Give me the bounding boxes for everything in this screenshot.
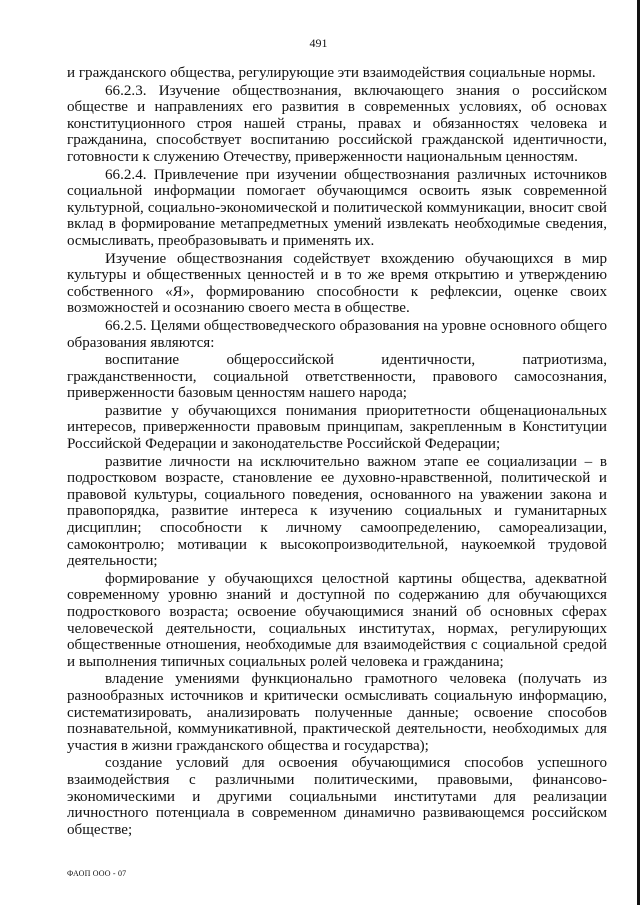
paragraph-66-2-4: 66.2.4. Привлечение при изучении обществознания различных источников социальной информации помогает обучающимся освоить язык современной культурной, социально-экономической и политической коммуникации, вносит свой вклад в формирование метапредметных умений извлекать необходимые сведения, осмысливать, преобразовывать и применять их. xyxy=(67,166,607,249)
document-body xyxy=(67,65,607,839)
goal-item-national-interests: развитие у обучающихся понимания приоритетности общенациональных интересов, приверженности правовым принципам, закрепленным в Конституции Российской Федерации и законодательстве Российской Федерации; xyxy=(67,402,607,453)
goal-item-personality-development: развитие личности на исключительно важном этапе ее социализации – в подростковом возрасте, становление ее духовно-нравственной, политической и правовой культуры, социального поведения, основанного на уважении закона и правопорядка, развитие интереса к изучению социальных и гуманитарных дисциплин; способности к личному самоопределению, самореализации, самоконтролю; мотивации к высокопроизводительной, наукоемкой трудовой деятельности; xyxy=(67,453,607,570)
paragraph-66-2-3: 66.2.3. Изучение обществознания, включающего знания о российском обществе и направлениях его развития в современных условиях, об основах конституционного строя нашей страны, правах и обязанностях человека и гражданина, способствует воспитанию российской гражданской идентичности, готовности к служению Отечеству, приверженности национальным ценностям. xyxy=(67,82,607,165)
goal-item-literacy-skills: владение умениями функционально грамотного человека (получать из разнообразных источников и критически осмысливать социальную информацию, систематизировать, анализировать полученные данные; освоение способов познавательной, коммуникативной, практической деятельности, необходимых для участия в жизни гражданского общества и государства); xyxy=(67,671,607,754)
goal-item-world-picture: формирование у обучающихся целостной картины общества, адекватной современному уровню знаний и доступной по содержанию для обучающихся подросткового возраста; освоение обучающимися знаний об основных сферах человеческой деятельности, социальных институтах, нормах, регулирующих общественные отношения, необходимые для взаимодействия с социальной средой и выполнения типичных социальных ролей человека и гражданина; xyxy=(67,570,607,670)
footer-code: ФАОП ООО - 07 xyxy=(67,869,127,878)
page-number: 491 xyxy=(309,36,328,50)
paragraph-66-2-5: 66.2.5. Целями обществоведческого образования на уровне основного общего образования являются: xyxy=(67,317,607,351)
paragraph-study-purpose: Изучение обществознания содействует вхождению обучающихся в мир культуры и общественных ценностей и в то же время открытию и утверждению собственного «Я», формированию способности к рефлексии, оценке своих возможностей и осознанию своего места в обществе. xyxy=(67,250,607,317)
goal-item-conditions: создание условий для освоения обучающимися способов успешного взаимодействия с различными политическими, правовыми, финансово-экономическими и другими социальными институтами для реализации личностного потенциала в современном динамично развивающемся российском обществе; xyxy=(67,755,607,838)
goal-item-identity: воспитание общероссийской идентичности, патриотизма, гражданственности, социальной ответственности, правового самосознания, приверженности базовым ценностям нашего народа; xyxy=(67,352,607,402)
paragraph-continuation: и гражданского общества, регулирующие эти взаимодействия социальные нормы. xyxy=(67,65,596,81)
